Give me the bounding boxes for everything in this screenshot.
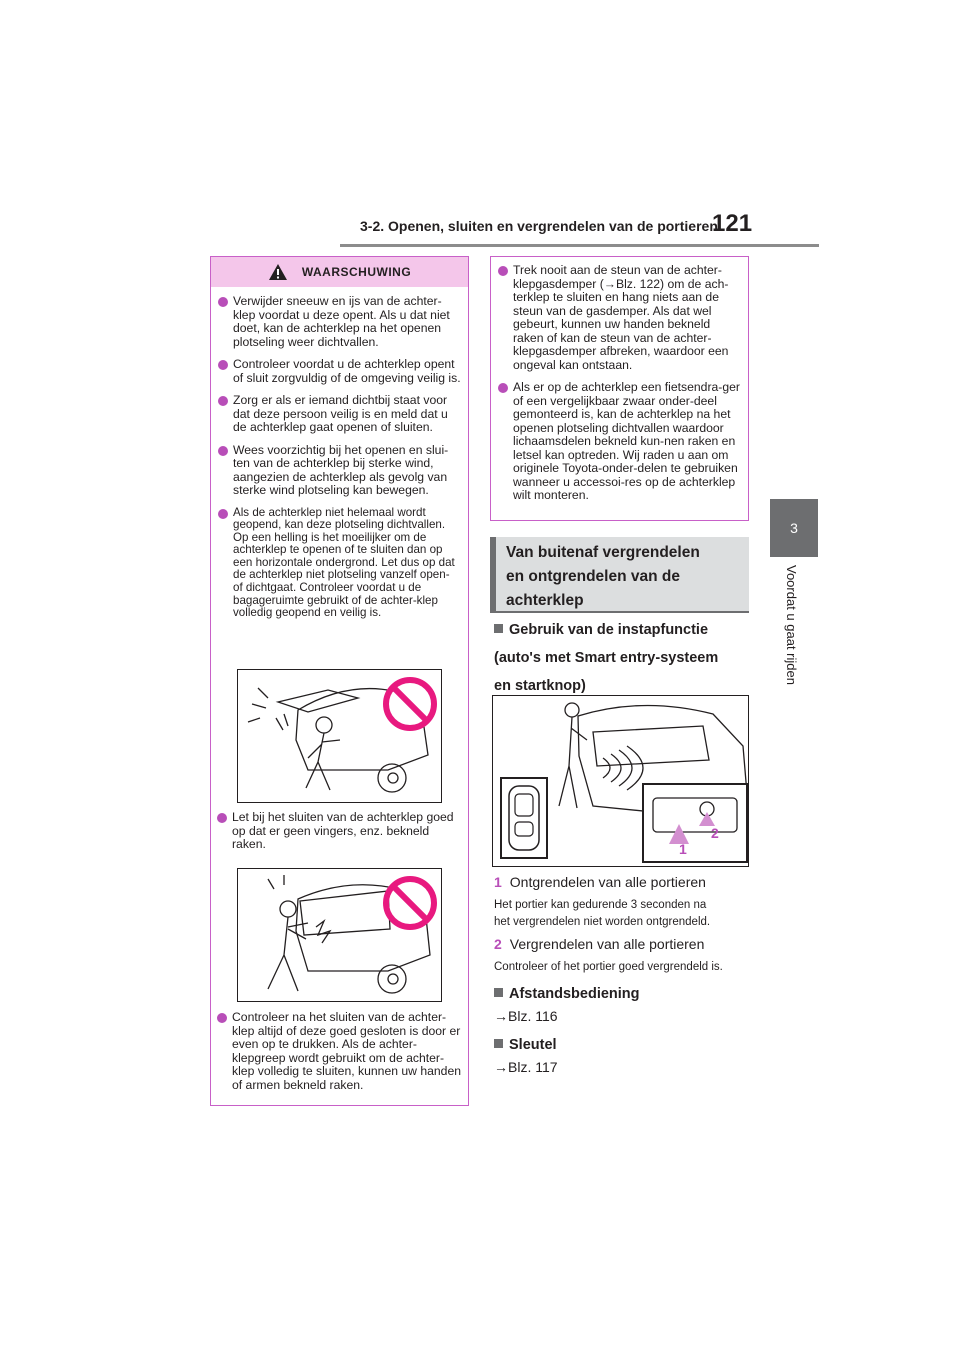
section-heading-line: achterklep [506,592,584,609]
warning-bullet: Controleer na het sluiten van de achter-klep altijd of deze goed gesloten is door er even op te drukken. Als de achter-klepgreep wordt gebruikt om de achter-klep volledig te sluiten, kunnen uw handen of armen bekneld raken. [216,1011,463,1092]
warning-triangle-icon [268,263,288,281]
square-bullet-icon [494,624,503,633]
callout-2: 2 [711,825,719,841]
chapter-label: Voordat u gaat rijden [784,565,799,685]
warning-bullet: Controleer voordat u de achterklep opent of sluit zorgvuldig of de omgeving veilig is. [217,358,462,385]
entry-function-heading: Gebruik van de instapfunctie (auto's met Smart entry-systeem en startknop) [494,622,719,694]
warning-box-continued [490,256,749,521]
step-lock: 2 Vergrendelen van alle portieren [494,936,705,952]
warning-header [211,257,468,287]
key-page-ref[interactable]: →Blz. 117 [494,1059,558,1075]
remote-page-ref[interactable]: →Blz. 116 [494,1008,558,1024]
illustration-fingers-pinched [237,868,442,1002]
section-heading-line: en ontgrendelen van de [506,568,680,585]
warning-bullet: Wees voorzichtig bij het openen en slui-ten van de achterklep bij sterke wind, aangezien de achterklep als gevolg van sterke wind plotseling kan bewegen. [217,444,462,498]
square-bullet-icon [494,988,503,997]
remote-heading: Afstandsbediening [494,983,640,1005]
callout-1: 1 [679,841,687,857]
warning-bullet: Zorg er als er iemand dichtbij staat voor dat deze persoon veilig is en meld dat u de achterklep gaat openen of sluiten. [217,394,462,435]
square-bullet-icon [494,1039,503,1048]
section-heading [490,537,749,613]
warning-title: WAARSCHUWING [301,265,412,279]
step-unlock-note: Het portier kan gedurende 3 seconden na het vergrendelen niet worden ontgrendeld. [494,899,711,928]
warning-bullet: Trek nooit aan de steun van de achter-klepgasdemper (→Blz. 122) om de ach-terklep te sluiten en hang niets aan de steun van de gasdemper. Als dat wel gebeurt, kunnen uw handen bekneld raken of kan de steun van de achter-klepgasdemper afbreken, waardoor een ongeval kan ontstaan. [497,264,742,372]
illustration-tailgate-falling [237,669,442,803]
key-heading: Sleutel [494,1034,557,1056]
warning-bullet: Als de achterklep niet helemaal wordt geopend, kan deze plotseling dichtvallen. Op een helling is het moeilijker om de achterklep te openen of te sluiten dan op een horizontale ondergrond. Let dus op dat de achterklep niet plotseling vanzelf open- of dichtgaat. Controleer voordat u de bagageruimte gebruikt of de achter-klep volledig geopend en veilig is. [217,507,462,620]
step-unlock: 1 Ontgrendelen van alle portieren [494,874,706,890]
chapter-tab[interactable]: 3 [770,499,818,557]
step-lock-note: Controleer of het portier goed vergrendeld is. [494,961,723,973]
page-number: 121 [712,210,753,237]
warning-bullet: Als er op de achterklep een fietsendra-ger of een vergelijkbaar zwaar onder-deel gemonteerd is, kan de achterklep na het openen plotseling dichtvallen waardoor lichaamsdelen bekneld kun-nen raken en letsel kan optreden. Wij raden u aan om originele Toyota-onder-delen te gebruiken wanneer u accessoi-res op de achterklep wilt monteren. [497,381,742,503]
section-heading-line: Van buitenaf vergrendelen [506,544,700,561]
header-rule [340,244,819,247]
warning-bullet: Let bij het sluiten van de achterklep goed op dat er geen vingers, enz. bekneld raken. [216,811,463,852]
header-title: 3-2. Openen, sluiten en vergrendelen van de portieren [360,218,718,234]
illustration-smart-entry [492,695,749,867]
warning-bullet: Verwijder sneeuw en ijs van de achter-klep voordat u deze opent. Als u dat niet doet, kan de achterklep na het openen plotseling weer dichtvallen. [217,295,462,349]
